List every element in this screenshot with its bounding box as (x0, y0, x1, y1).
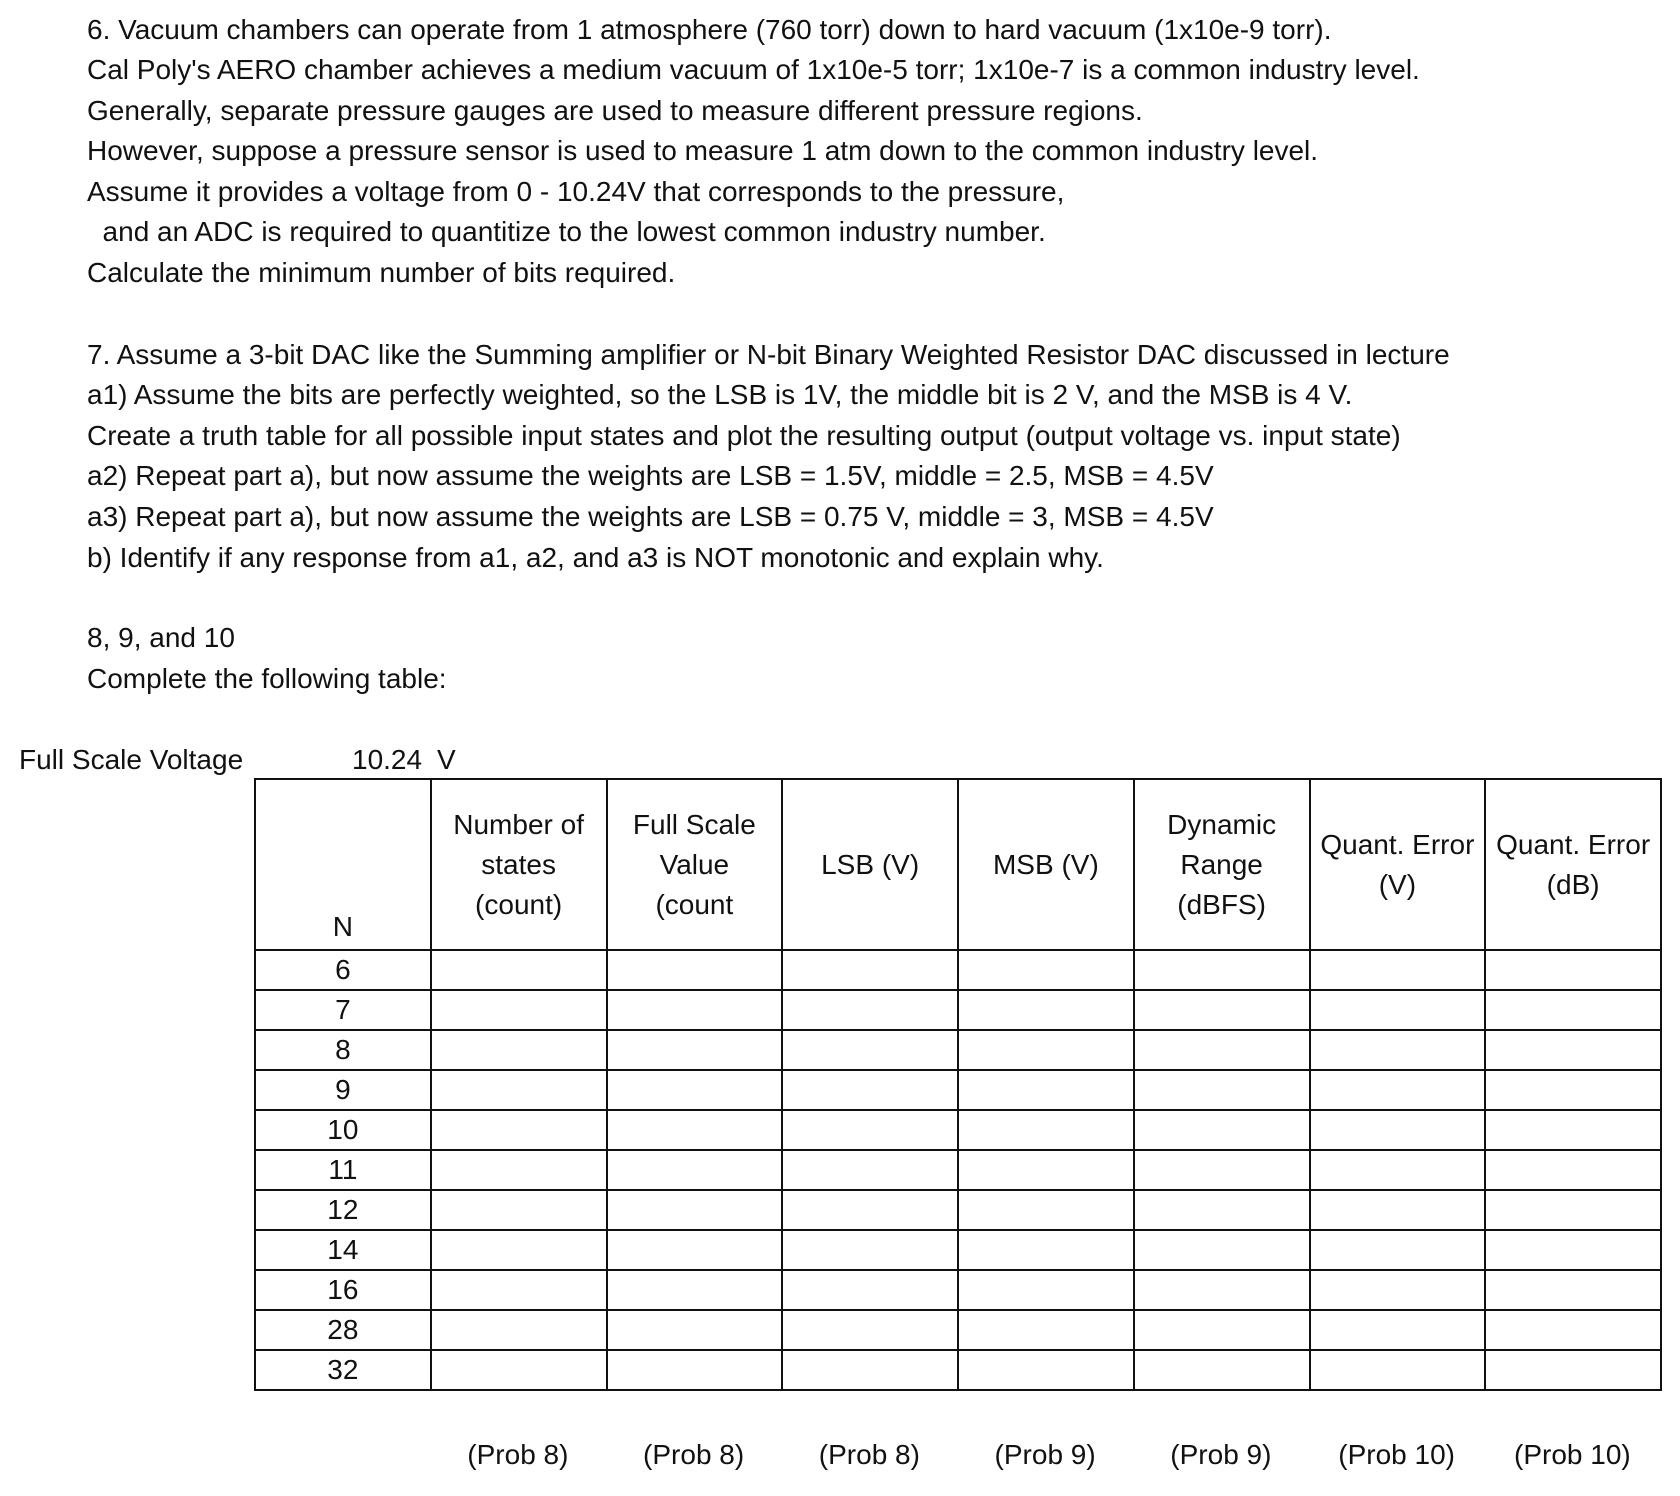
answer-cell[interactable] (431, 950, 607, 990)
header-lsb: LSB (V) (782, 779, 958, 950)
n-value-cell: 9 (255, 1070, 431, 1110)
answer-cell[interactable] (782, 1030, 958, 1070)
answer-cell[interactable] (782, 1230, 958, 1270)
n-value-cell: 8 (255, 1030, 431, 1070)
answer-cell[interactable] (782, 1350, 958, 1390)
n-value-cell: 32 (255, 1350, 431, 1390)
answer-cell[interactable] (958, 1310, 1134, 1350)
table-row (255, 1070, 1661, 1110)
answer-cell[interactable] (782, 1270, 958, 1310)
answer-cell[interactable] (958, 950, 1134, 990)
table-row (255, 1150, 1661, 1190)
answer-cell[interactable] (1485, 1230, 1661, 1270)
answer-cell[interactable] (1310, 1150, 1486, 1190)
problem-labels-row (430, 1435, 1660, 1475)
n-value-cell: 14 (255, 1230, 431, 1270)
answer-cell[interactable] (1310, 1270, 1486, 1310)
problem-8-10-instruction: Complete the following table: (87, 663, 447, 694)
header-dynamic-range: Dynamic Range (dBFS) (1134, 779, 1310, 950)
answer-cell[interactable] (1485, 990, 1661, 1030)
answer-cell[interactable] (607, 1270, 783, 1310)
answer-cell[interactable] (607, 1310, 783, 1350)
answer-cell[interactable] (1310, 1230, 1486, 1270)
header-quant-error-db: Quant. Error (dB) (1485, 779, 1661, 950)
answer-cell[interactable] (1485, 1270, 1661, 1310)
problem-7-line: a1) Assume the bits are perfectly weighted, so the LSB is 1V, the middle bit is 2 V, and the MSB is 4 V. (87, 379, 1353, 410)
full-scale-voltage-label: Full Scale Voltage (19, 744, 244, 775)
answer-cell[interactable] (958, 1070, 1134, 1110)
quantization-table (254, 778, 1662, 1391)
answer-cell[interactable] (607, 1110, 783, 1150)
answer-cell[interactable] (1310, 1110, 1486, 1150)
answer-cell[interactable] (607, 1070, 783, 1110)
answer-cell[interactable] (431, 1150, 607, 1190)
problem-7-line: a3) Repeat part a), but now assume the weights are LSB = 0.75 V, middle = 3, MSB = 4.5V (87, 501, 1214, 532)
answer-cell[interactable] (1485, 1110, 1661, 1150)
table-row (255, 950, 1661, 990)
answer-cell[interactable] (1485, 1310, 1661, 1350)
header-full-scale-value: Full Scale Value (count (607, 779, 783, 950)
problem-7-line: a2) Repeat part a), but now assume the weights are LSB = 1.5V, middle = 2.5, MSB = 4.5V (87, 460, 1214, 491)
header-quant-error-v: Quant. Error (V) (1310, 779, 1486, 950)
header-n: N (255, 779, 431, 950)
header-number-of-states: Number of states (count) (431, 779, 607, 950)
answer-cell[interactable] (1134, 1070, 1310, 1110)
answer-cell[interactable] (958, 1350, 1134, 1390)
answer-cell[interactable] (1310, 950, 1486, 990)
table-row (255, 1190, 1661, 1230)
header-msb: MSB (V) (958, 779, 1134, 950)
answer-cell[interactable] (431, 1070, 607, 1110)
table-row (255, 1230, 1661, 1270)
answer-cell[interactable] (1310, 1190, 1486, 1230)
answer-cell[interactable] (431, 1190, 607, 1230)
answer-cell[interactable] (1134, 950, 1310, 990)
answer-cell[interactable] (431, 990, 607, 1030)
answer-cell[interactable] (1134, 990, 1310, 1030)
problem-label: (Prob 8) (818, 1439, 920, 1470)
answer-cell[interactable] (1485, 950, 1661, 990)
problem-8-10-heading: 8, 9, and 10 (87, 622, 235, 653)
answer-cell[interactable] (782, 1190, 958, 1230)
problem-6-line: 6. Vacuum chambers can operate from 1 atmosphere (760 torr) down to hard vacuum (1x10e-9 torr). (87, 14, 1332, 45)
problem-6-line: Generally, separate pressure gauges are used to measure different pressure regions. (87, 95, 1143, 126)
problem-6-line: Assume it provides a voltage from 0 - 10.24V that corresponds to the pressure, (87, 176, 1065, 207)
answer-cell[interactable] (782, 1070, 958, 1110)
problem-6-line: and an ADC is required to quantitize to the lowest common industry number. (87, 216, 1046, 247)
answer-cell[interactable] (1485, 1190, 1661, 1230)
answer-cell[interactable] (1134, 1150, 1310, 1190)
problem-label: (Prob 9) (1170, 1439, 1272, 1470)
n-value-cell: 7 (255, 990, 431, 1030)
answer-cell[interactable] (431, 1270, 607, 1310)
n-value-cell: 6 (255, 950, 431, 990)
answer-cell[interactable] (431, 1350, 607, 1390)
table-row (255, 1310, 1661, 1350)
answer-cell[interactable] (958, 1270, 1134, 1310)
answer-cell[interactable] (1310, 1350, 1486, 1390)
answer-cell[interactable] (1485, 1030, 1661, 1070)
table-row (255, 1110, 1661, 1150)
answer-cell[interactable] (1134, 1190, 1310, 1230)
problem-label: (Prob 10) (1514, 1439, 1631, 1470)
n-value-cell: 16 (255, 1270, 431, 1310)
answer-cell[interactable] (1310, 1070, 1486, 1110)
problem-7-line: b) Identify if any response from a1, a2, and a3 is NOT monotonic and explain why. (87, 542, 1104, 573)
answer-cell[interactable] (1310, 1030, 1486, 1070)
answer-cell[interactable] (958, 1190, 1134, 1230)
problem-label: (Prob 8) (467, 1439, 569, 1470)
answer-cell[interactable] (607, 950, 783, 990)
answer-cell[interactable] (782, 1110, 958, 1150)
problem-6-line: Calculate the minimum number of bits required. (87, 257, 676, 288)
table-header-row (255, 779, 1661, 950)
problem-label: (Prob 10) (1338, 1439, 1455, 1470)
answer-cell[interactable] (958, 1150, 1134, 1190)
answer-cell[interactable] (607, 1230, 783, 1270)
answer-cell[interactable] (1485, 1070, 1661, 1110)
problem-6-line: Cal Poly's AERO chamber achieves a medium vacuum of 1x10e-5 torr; 1x10e-7 is a common industry level. (87, 54, 1420, 85)
answer-cell[interactable] (431, 1310, 607, 1350)
answer-cell[interactable] (1134, 1350, 1310, 1390)
n-value-cell: 28 (255, 1310, 431, 1350)
answer-cell[interactable] (431, 1030, 607, 1070)
answer-cell[interactable] (1134, 1110, 1310, 1150)
table-row (255, 990, 1661, 1030)
answer-cell[interactable] (607, 1150, 783, 1190)
n-value-cell: 12 (255, 1190, 431, 1230)
full-scale-voltage-value: 10.24 (352, 744, 423, 775)
answer-cell[interactable] (431, 1230, 607, 1270)
answer-cell[interactable] (782, 950, 958, 990)
answer-cell[interactable] (782, 1150, 958, 1190)
answer-cell[interactable] (958, 1110, 1134, 1150)
answer-cell[interactable] (958, 1230, 1134, 1270)
answer-cell[interactable] (1134, 1230, 1310, 1270)
answer-cell[interactable] (1310, 1310, 1486, 1350)
problem-6-line: However, suppose a pressure sensor is used to measure 1 atm down to the common industry level. (87, 135, 1319, 166)
problem-7-line: 7. Assume a 3-bit DAC like the Summing amplifier or N-bit Binary Weighted Resistor DAC discussed in lecture (87, 339, 1450, 370)
problem-7-line: Create a truth table for all possible input states and plot the resulting output (output voltage vs. input state) (87, 420, 1401, 451)
problem-label: (Prob 9) (994, 1439, 1096, 1470)
answer-cell[interactable] (782, 1310, 958, 1350)
answer-cell[interactable] (782, 990, 958, 1030)
n-value-cell: 10 (255, 1110, 431, 1150)
answer-cell[interactable] (1134, 1310, 1310, 1350)
answer-cell[interactable] (431, 1110, 607, 1150)
answer-cell[interactable] (1485, 1350, 1661, 1390)
answer-cell[interactable] (1485, 1150, 1661, 1190)
answer-cell[interactable] (607, 990, 783, 1030)
answer-cell[interactable] (958, 990, 1134, 1030)
answer-cell[interactable] (958, 1030, 1134, 1070)
table-row (255, 1270, 1661, 1310)
answer-cell[interactable] (607, 1190, 783, 1230)
answer-cell[interactable] (607, 1030, 783, 1070)
answer-cell[interactable] (607, 1350, 783, 1390)
table-row (255, 1030, 1661, 1070)
n-value-cell: 11 (255, 1150, 431, 1190)
full-scale-voltage-unit: V (437, 744, 456, 775)
answer-cell[interactable] (1134, 1030, 1310, 1070)
answer-cell[interactable] (1310, 990, 1486, 1030)
answer-cell[interactable] (1134, 1270, 1310, 1310)
problem-label: (Prob 8) (643, 1439, 745, 1470)
table-row (255, 1350, 1661, 1390)
